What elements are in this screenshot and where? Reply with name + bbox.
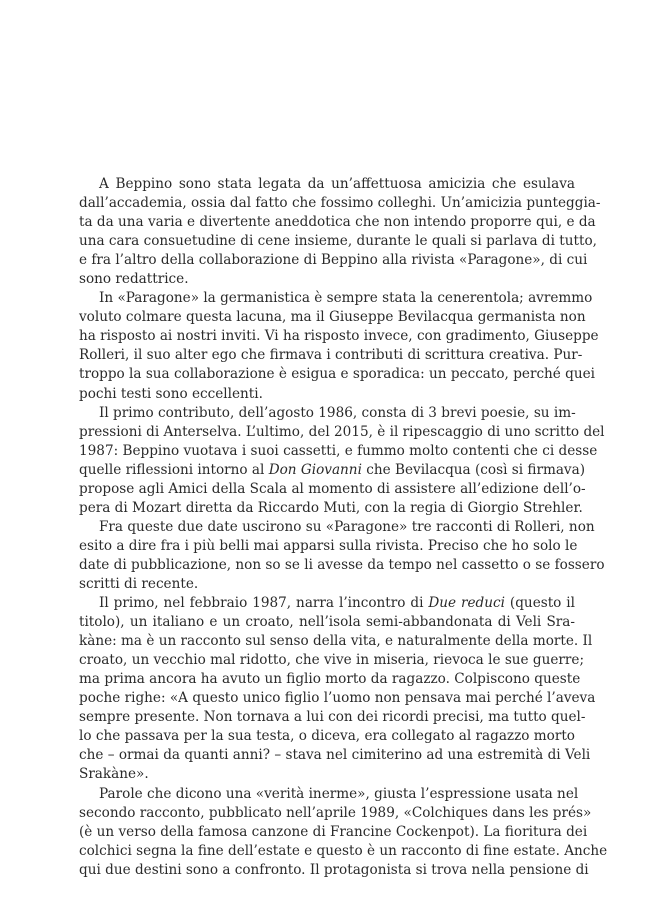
text-line <box>79 346 583 365</box>
paragraph <box>79 289 599 403</box>
text-line <box>79 213 596 232</box>
text-segment: (questo il <box>504 595 575 612</box>
text-segment: e fra l’altro della collaborazione di Beppino alla rivista «Paragone», di cui <box>79 252 588 269</box>
text-segment: sono redattrice. <box>79 271 189 288</box>
text-line <box>79 423 605 442</box>
text-segment: esito a dire fra i più belli mai apparsi sulla rivista. Preciso che ho solo le <box>79 537 578 554</box>
text-segment: che Bevilacqua (così si firmava) <box>361 461 586 478</box>
text-line <box>79 480 586 499</box>
text-line <box>79 499 583 518</box>
paragraph <box>79 175 601 289</box>
text-line <box>79 594 575 613</box>
text-segment: (è un verso della famosa canzone di Francine Cockenpot). La fioritura dei <box>79 823 588 840</box>
paragraph <box>79 785 608 880</box>
text-line <box>79 708 586 727</box>
text-segment: una cara consuetudine di cene insieme, durante le quali si parlava di tutto, <box>79 233 597 250</box>
text-line <box>79 575 575 594</box>
text-line <box>79 308 586 327</box>
text-segment: Srakàne». <box>79 766 149 783</box>
text-line <box>79 746 591 765</box>
text-segment: date di pubblicazione, non so se li avesse da tempo nel cassetto o se fossero <box>79 556 605 573</box>
text-line <box>79 175 575 194</box>
text-line <box>79 461 586 480</box>
text-segment: 1987: Beppino vuotava i suoi cassetti, e fummo molto contenti che ci desse <box>79 442 598 459</box>
text-line <box>79 804 592 823</box>
text-segment: ta da una varia e divertente aneddotica che non intendo proporre qui, e da <box>79 214 596 231</box>
italic-title: Due reduci <box>428 595 505 612</box>
text-line <box>79 442 598 461</box>
text-line <box>79 251 588 270</box>
text-segment: quelle riflessioni intorno al <box>79 461 269 478</box>
text-line <box>79 385 575 404</box>
text-segment: Il primo contributo, dell’agosto 1986, consta di 3 brevi poesie, su im- <box>99 404 576 421</box>
text-line <box>79 404 575 423</box>
paragraph <box>79 594 596 784</box>
text-segment: pochi testi sono eccellenti. <box>79 385 263 402</box>
text-segment: titolo), un italiano e un croato, nell’isola semi-abbandonata di Veli Sra- <box>79 614 575 631</box>
text-segment: pera di Mozart diretta da Riccardo Muti, con la regia di Giorgio Strehler. <box>79 499 583 516</box>
text-segment: kàne: ma è un racconto sul senso della vita, e naturalmente della morte. Il <box>79 633 593 650</box>
italic-title: Don Giovanni <box>268 461 362 478</box>
paragraph <box>79 404 605 518</box>
text-segment: croato, un vecchio mal ridotto, che vive in miseria, rievoca le sue guerre; <box>79 652 585 669</box>
text-line <box>79 842 608 861</box>
text-line <box>79 270 575 289</box>
text-line <box>79 327 599 346</box>
text-line <box>79 632 593 651</box>
text-segment: qui due destini sono a confronto. Il protagonista si trova nella pensione di <box>79 861 589 878</box>
text-line <box>79 365 596 384</box>
text-segment: sempre presente. Non tornava a lui con dei ricordi precisi, ma tutto quel- <box>79 709 586 726</box>
text-segment: A Beppino sono stata legata da un’affettuosa amicizia che esulava <box>99 176 575 192</box>
text-segment: poche righe: «A questo unico figlio l’uomo non pensava mai perché l’aveva <box>79 690 596 707</box>
text-segment: ma prima ancora ha avuto un figlio morto da ragazzo. Colpiscono queste <box>79 671 581 688</box>
text-segment: Parole che dicono una «verità inerme», giusta l’espressione usata nel <box>99 785 579 802</box>
text-line <box>79 232 597 251</box>
body-text <box>79 175 608 880</box>
text-segment: Fra queste due date uscirono su «Paragone» tre racconti di Rolleri, non <box>99 518 595 535</box>
text-line <box>79 823 588 842</box>
text-segment: ha risposto ai nostri inviti. Vi ha risposto invece, con gradimento, Giuseppe <box>79 328 599 345</box>
text-segment: pressioni di Anterselva. L’ultimo, del 2015, è il ripescaggio di uno scritto del <box>79 423 605 440</box>
text-line <box>79 689 596 708</box>
text-segment: In «Paragone» la germanistica è sempre stata la cenerentola; avremmo <box>99 290 593 307</box>
text-line <box>79 727 575 746</box>
text-line <box>79 785 579 804</box>
text-line <box>79 765 575 784</box>
text-segment: dall’accademia, ossia dal fatto che fossimo colleghi. Un’amicizia punteggia- <box>79 195 601 212</box>
text-line <box>79 556 605 575</box>
text-line <box>79 670 581 689</box>
text-segment: Rolleri, il suo alter ego che firmava i contributi di scrittura creativa. Pur- <box>79 347 583 364</box>
text-segment: Il primo, nel febbraio 1987, narra l’incontro di <box>99 595 429 612</box>
text-segment: scritti di recente. <box>79 575 199 592</box>
text-segment: lo che passava per la sua testa, o diceva, era collegato al ragazzo morto <box>79 728 575 745</box>
text-line <box>79 613 575 632</box>
text-line <box>79 651 585 670</box>
text-line <box>79 518 595 537</box>
text-segment: troppo la sua collaborazione è esigua e sporadica: un peccato, perché quei <box>79 366 596 383</box>
text-segment: propose agli Amici della Scala al momento di assistere all’edizione dell’o- <box>79 480 586 497</box>
text-line <box>79 537 578 556</box>
text-segment: voluto colmare questa lacuna, ma il Giuseppe Bevilacqua germanista non <box>79 309 586 326</box>
text-line <box>79 861 589 880</box>
text-segment: secondo racconto, pubblicato nell’aprile 1989, «Colchiques dans les prés» <box>79 804 592 821</box>
text-segment: colchici segna la fine dell’estate e questo è un racconto di fine estate. Anche <box>79 842 608 859</box>
text-line <box>79 289 593 308</box>
text-segment: che – ormai da quanti anni? – stava nel cimiterino ad una estremità di Veli <box>79 747 591 764</box>
text-line <box>79 194 601 213</box>
paragraph <box>79 518 605 594</box>
